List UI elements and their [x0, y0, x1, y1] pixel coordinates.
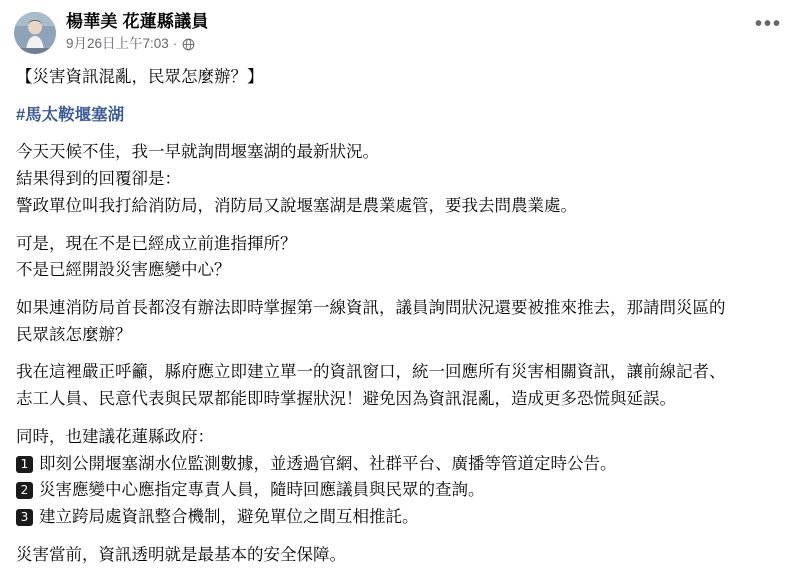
- list-item-number: 3: [16, 509, 33, 526]
- list-item: [16, 477, 784, 504]
- post-meta: [66, 35, 209, 53]
- list-item-text: 建立跨局處資訊整合機制，避免單位之間互相推託。: [39, 508, 419, 527]
- list-item-number: 1: [16, 456, 33, 473]
- meta-separator: ·: [172, 36, 178, 51]
- post-closing-line: 災害當前，資訊透明就是最基本的安全保障。: [16, 545, 346, 564]
- spacer: [16, 284, 784, 295]
- post-hashtag[interactable]: #馬太鞍堰塞湖: [16, 105, 125, 124]
- paragraph-1-line-1: 今天天候不佳，我一早就詢問堰塞湖的最新狀況。: [16, 143, 379, 162]
- post-header: [14, 10, 786, 54]
- avatar-image: [14, 12, 56, 54]
- post-more-options-button[interactable]: •••: [754, 13, 782, 35]
- paragraph-5-intro: 同時，也建議花蓮縣政府：: [16, 427, 214, 446]
- list-item: [16, 504, 784, 531]
- paragraph-2-line-2: 不是已經開設災害應變中心？: [16, 261, 231, 280]
- post-timestamp[interactable]: 9月26日上午7:03: [66, 36, 169, 51]
- avatar[interactable]: [14, 12, 56, 54]
- list-item-number: 2: [16, 482, 33, 499]
- paragraph-1-line-3: 警政單位叫我打給消防局，消防局又說堰塞湖是農業處管，要我去問農業處。: [16, 196, 577, 215]
- list-item-text: 災害應變中心應指定專責人員，隨時回應議員與民眾的查詢。: [39, 481, 485, 500]
- spacer: [16, 220, 784, 231]
- paragraph-2-line-1: 可是，現在不是已經成立前進指揮所？: [16, 234, 297, 253]
- paragraph-4-line-2: 志工人員、民意代表與民眾都能即時掌握狀況！避免因為資訊混亂，造成更多恐慌與延誤。: [16, 390, 676, 409]
- paragraph-4-line-1: 我在這裡嚴正呼籲，縣府應立即建立單一的資訊窗口，統一回應所有災害相關資訊，讓前線記者、: [16, 363, 726, 382]
- post-author-name[interactable]: 楊華美 花蓮縣議員: [66, 12, 209, 31]
- spacer: [16, 348, 784, 359]
- post-body: [14, 64, 786, 569]
- spacer: [16, 128, 784, 139]
- list-item: [16, 451, 784, 478]
- post-header-text: [66, 10, 209, 53]
- globe-icon[interactable]: [182, 38, 195, 51]
- spacer: [16, 91, 784, 102]
- paragraph-3-line-2: 民眾該怎麼辦？: [16, 325, 132, 344]
- list-item-text: 即刻公開堰塞湖水位監測數據，並透過官網、社群平台、廣播等管道定時公告。: [39, 454, 617, 473]
- post-title-line: 【災害資訊混亂，民眾怎麼辦？】: [16, 68, 264, 86]
- paragraph-1-line-2: 結果得到的回覆卻是：: [16, 170, 181, 189]
- spacer: [16, 531, 784, 542]
- paragraph-3-line-1: 如果連消防局首長都沒有辦法即時掌握第一線資訊，議員詢問狀況還要被推來推去，那請問災區的: [16, 299, 726, 318]
- spacer: [16, 413, 784, 424]
